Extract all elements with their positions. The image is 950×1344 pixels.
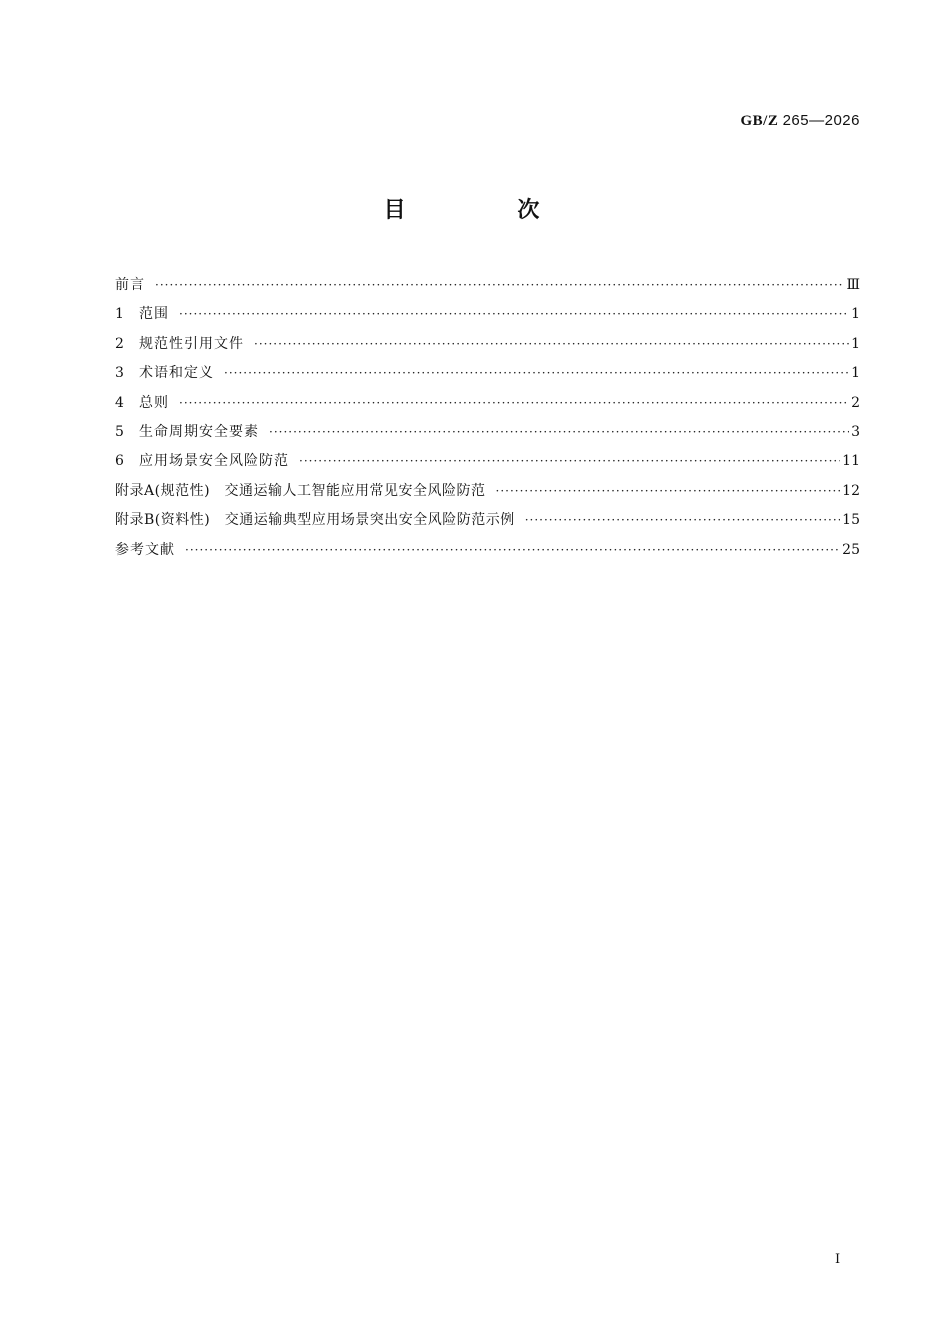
toc-leader-dots xyxy=(496,481,841,501)
toc-entry-scope[interactable] xyxy=(115,304,860,333)
toc-leader-dots xyxy=(254,334,849,354)
toc-entry-number: 3 xyxy=(115,365,124,382)
toc-entry-page: 1 xyxy=(851,306,860,323)
table-of-contents xyxy=(115,275,860,569)
page-number: Ⅰ xyxy=(835,1251,841,1266)
toc-entry-annex-a[interactable] xyxy=(115,481,860,510)
toc-entry-normative-references[interactable] xyxy=(115,334,860,363)
toc-leader-dots xyxy=(269,422,849,442)
toc-entry-label: 术语和定义 xyxy=(139,365,214,382)
toc-entry-general[interactable] xyxy=(115,393,860,422)
toc-entry-page: 25 xyxy=(842,541,860,558)
standard-prefix: GB/Z xyxy=(740,113,779,129)
toc-entry-page: 1 xyxy=(851,335,860,352)
toc-entry-label: 附录A(规范性) 交通运输人工智能应用常见安全风险防范 xyxy=(115,482,486,499)
toc-entry-label: 前言 xyxy=(115,277,145,293)
toc-entry-page: 15 xyxy=(842,512,860,529)
toc-entry-label: 规范性引用文件 xyxy=(139,335,244,352)
toc-entry-page: 1 xyxy=(851,365,860,382)
toc-entry-label: 参考文献 xyxy=(115,541,175,558)
standard-number: 265—2026 xyxy=(782,112,860,129)
standard-code xyxy=(740,112,860,130)
toc-entry-page: 3 xyxy=(851,423,860,440)
toc-entry-scenario-risk[interactable] xyxy=(115,451,860,480)
toc-entry-page: 11 xyxy=(842,453,860,470)
toc-leader-dots xyxy=(179,393,849,413)
toc-entry-number: 4 xyxy=(115,394,124,411)
toc-entry-label: 生命周期安全要素 xyxy=(139,423,259,440)
toc-leader-dots xyxy=(299,451,840,471)
toc-entry-lifecycle-security[interactable] xyxy=(115,422,860,451)
page-title: 目 次 xyxy=(383,198,592,223)
toc-leader-dots xyxy=(224,363,849,383)
toc-entry-label: 总则 xyxy=(139,394,169,411)
toc-entry-page: 2 xyxy=(851,394,860,411)
toc-entry-terms-definitions[interactable] xyxy=(115,363,860,392)
toc-entry-label: 附录B(资料性) 交通运输典型应用场景突出安全风险防范示例 xyxy=(115,512,515,529)
toc-leader-dots xyxy=(525,510,840,530)
toc-entry-label: 范围 xyxy=(139,306,169,323)
toc-entry-foreword[interactable] xyxy=(115,275,860,304)
toc-entry-number: 5 xyxy=(115,423,124,440)
toc-entry-number: 2 xyxy=(115,335,124,352)
toc-leader-dots xyxy=(185,540,840,560)
toc-entry-annex-b[interactable] xyxy=(115,510,860,539)
toc-leader-dots xyxy=(179,304,849,324)
toc-entry-number: 1 xyxy=(115,306,124,323)
toc-entry-page: Ⅲ xyxy=(846,277,860,293)
toc-entry-page: 12 xyxy=(842,482,860,499)
toc-entry-number: 6 xyxy=(115,453,124,470)
toc-leader-dots xyxy=(155,275,844,295)
toc-entry-bibliography[interactable] xyxy=(115,540,860,569)
toc-entry-label: 应用场景安全风险防范 xyxy=(139,453,289,470)
